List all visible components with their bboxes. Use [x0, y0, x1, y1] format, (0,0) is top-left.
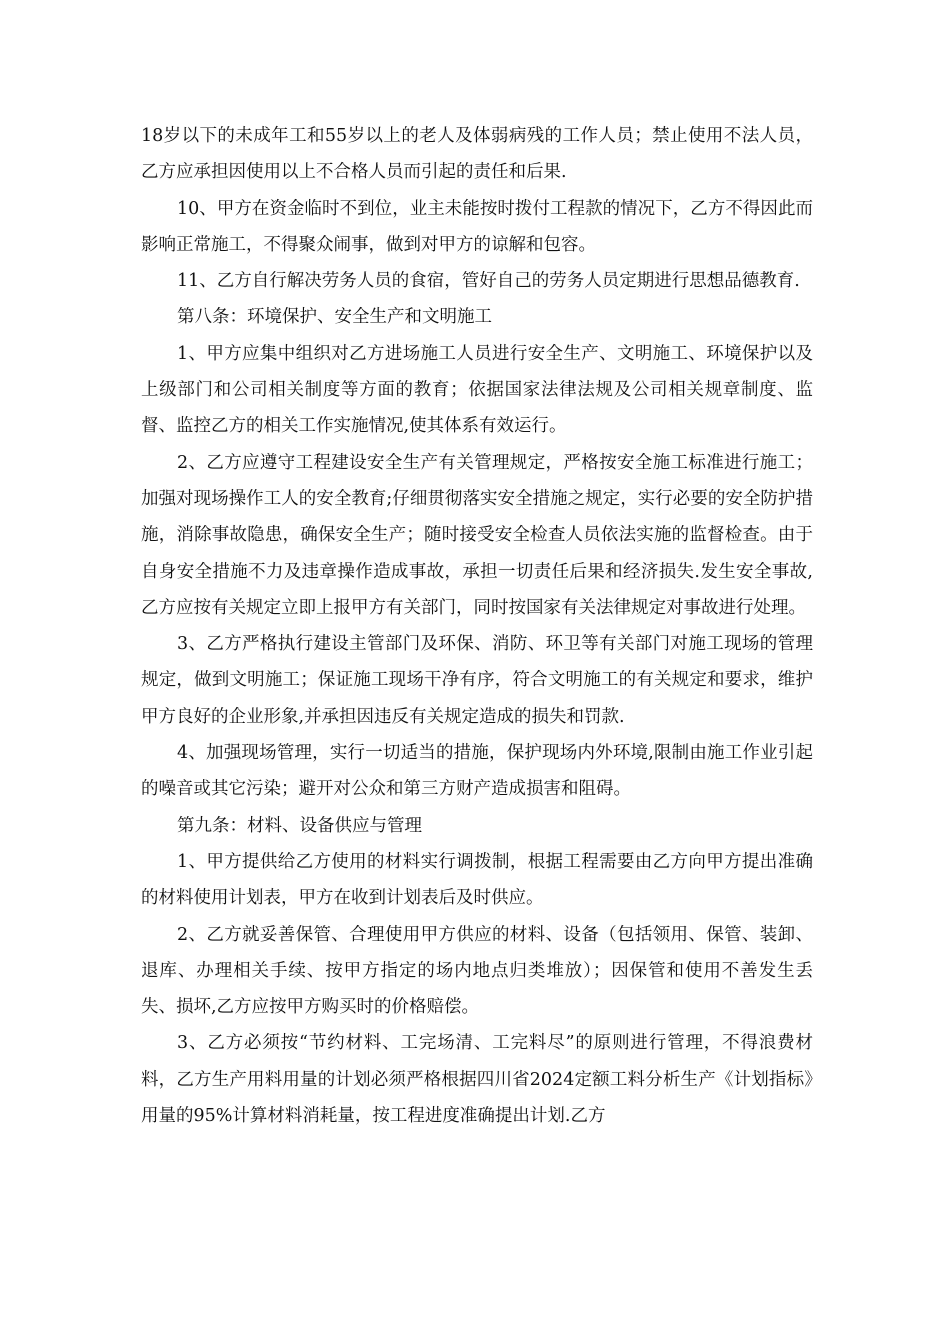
- article-9-heading: 第九条：材料、设备供应与管理: [177, 815, 422, 836]
- paragraph-article-8-item-4: 4、加强现场管理，实行一切适当的措施，保护现场内外环境,限制由施工作业引起的噪音或其它污染；避开对公众和第三方财产造成损害和阻碍。: [141, 743, 813, 800]
- article-8-heading: 第八条：环境保护、安全生产和文明施工: [177, 307, 492, 328]
- paragraph-article-8-item-1: 1、甲方应集中组织对乙方进场施工人员进行安全生产、文明施工、环境保护以及上级部门和公司相关制度等方面的教育；依据国家法律法规及公司相关规章制度、监督、监控乙方的相关工作实施情况,使其体系有效运行。: [141, 343, 813, 437]
- paragraph-article-8-item-2: 2、乙方应遵守工程建设安全生产有关管理规定，严格按安全施工标准进行施工；加强对现场操作工人的安全教育;仔细贯彻落实安全措施之规定，实行必要的安全防护措施，消除事故隐患，确保安全生产；随时接受安全检查人员依法实施的监督检查。由于自身安全措施不力及违章操作造成事故，承担一切责任后果和经济损失.发生安全事故,乙方应按有关规定立即上报甲方有关部门，同时按国家有关法律规定对事故进行处理。: [141, 452, 813, 618]
- paragraph-article-8-item-3: 3、乙方严格执行建设主管部门及环保、消防、环卫等有关部门对施工现场的管理规定，做到文明施工；保证施工现场干净有序，符合文明施工的有关规定和要求，维护甲方良好的企业形象,并承担因违反有关规定造成的损失和罚款.: [141, 634, 813, 727]
- paragraph-article-9-item-2: 2、乙方就妥善保管、合理使用甲方供应的材料、设备（包括领用、保管、装卸、退库、办理相关手续、按甲方指定的场内地点归类堆放）；因保管和使用不善发生丢失、损坏,乙方应按甲方购买时的价格赔偿。: [141, 924, 813, 1018]
- paragraph-clause-11: 11、乙方自行解决劳务人员的食宿，管好自己的劳务人员定期进行思想品德教育.: [177, 271, 800, 292]
- paragraph-article-9-item-1: 1、甲方提供给乙方使用的材料实行调拨制，根据工程需要由乙方向甲方提出准确的材料使用计划表，甲方在收到计划表后及时供应。: [141, 851, 813, 909]
- document-page: [141, 118, 813, 1134]
- paragraph-continuation: 18岁以下的未成年工和55岁以上的老人及体弱病残的工作人员；禁止使用不法人员，乙方应承担因使用以上不合格人员而引起的责任和后果.: [141, 126, 813, 183]
- paragraph-article-9-item-3: 3、乙方必须按“节约材料、工完场清、工完料尽”的原则进行管理，不得浪费材料，乙方生产用料用量的计划必须严格根据四川省2024定额工料分析生产《计划指标》用量的95%计算材料消耗量，按工程进度准确提出计划.乙方: [141, 1033, 813, 1127]
- paragraph-clause-10: 10、甲方在资金临时不到位，业主未能按时拨付工程款的情况下，乙方不得因此而影响正常施工，不得聚众闹事，做到对甲方的谅解和包容。: [141, 198, 813, 255]
